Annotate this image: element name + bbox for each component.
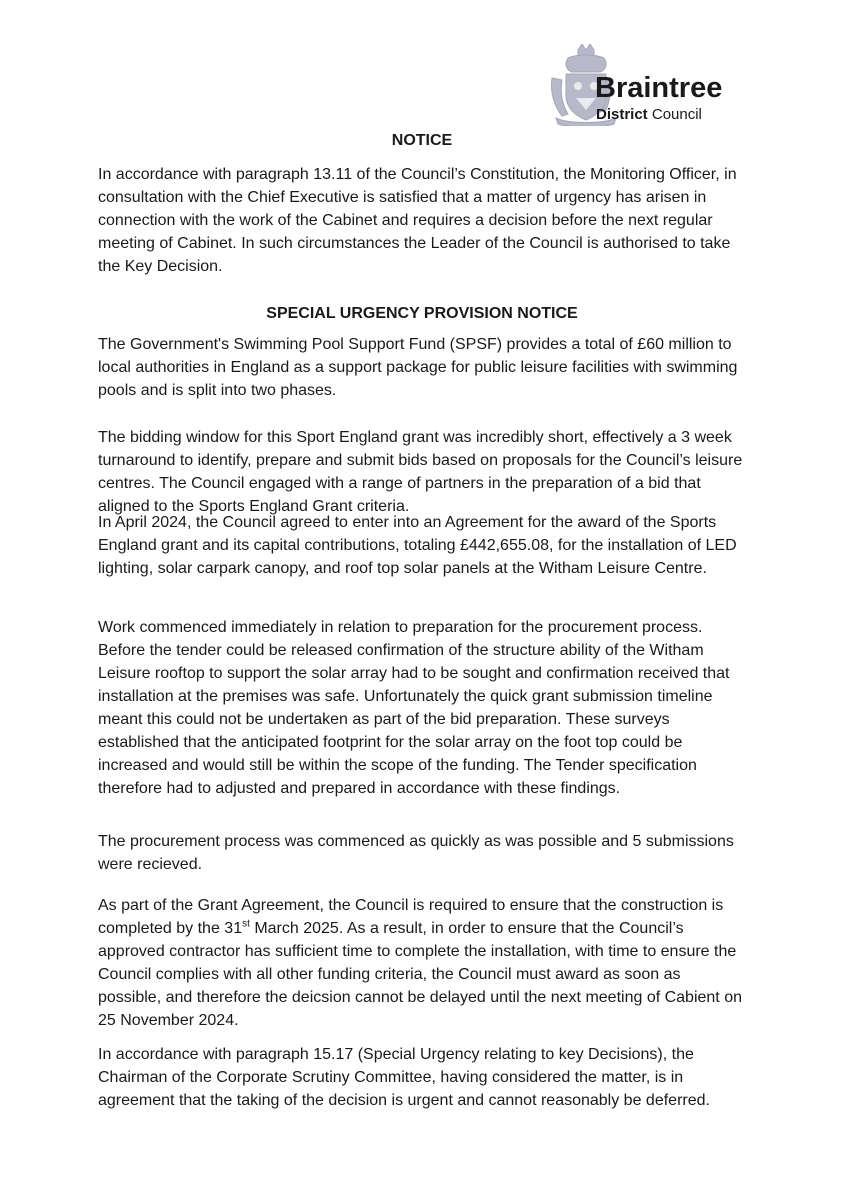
grant-text-before: As part of the Grant Agreement, the Council is required to ensure that the construction is completed by the 31 [98, 897, 724, 937]
paragraph-grant-agreement [98, 894, 748, 1032]
paragraph-agreement: In April 2024, the Council agreed to enter into an Agreement for the award of the Sports England grant and its capital contributions, totaling £442,655.08, for the installation of LED lighting, solar carpark canopy, and roof top solar panels at the Witham Leisure Centre. [98, 514, 737, 577]
council-logo [548, 44, 753, 126]
logo-name-sub-regular: Council [647, 106, 702, 123]
paragraph-bidding-window: The bidding window for this Sport England grant was incredibly short, effectively a 3 week turnaround to identify, prepare and submit bids based on proposals for the Council’s leisure centres. The Council engaged with a range of partners in the preparation of a bid that aligned to the Sports England Grant criteria. [98, 429, 743, 515]
paragraph-procurement-process: The procurement process was commenced as quickly as was possible and 5 submissions were recieved. [98, 833, 734, 873]
logo-name-main: Braintree [595, 72, 723, 104]
grant-text-after: March 2025. As a result, in order to ensure that the Council’s approved contractor has sufficient time to complete the installation, with time to ensure the Council complies with all other funding criteria, the Council must award as soon as possible, and therefore the deicsion cannot be delayed until the next meeting of Cabient on 25 November 2024. [98, 920, 742, 1029]
logo-name-sub-bold: District [596, 106, 648, 123]
ordinal-suffix: st [242, 918, 250, 930]
paragraph-procurement-preparation: Work commenced immediately in relation to preparation for the procurement process. Before the tender could be released confirmation of the structure ability of the Witham Leisure rooftop to support the solar array had to be sought and confirmation received that installation at the premises was safe. Unfortunately the quick grant submission timeline meant this could not be undertaken as part of the bid preparation. These surveys established that the anticipated footprint for the solar array on the foot top could be increased and would still be within the scope of the funding. The Tender specification therefore had to adjusted and prepared in accordance with these findings. [98, 619, 730, 797]
special-urgency-heading: SPECIAL URGENCY PROVISION NOTICE [266, 305, 578, 322]
paragraph-special-urgency: In accordance with paragraph 15.17 (Special Urgency relating to key Decisions), the Chairman of the Corporate Scrutiny Committee, having considered the matter, is in agreement that the taking of the decision is urgent and cannot reasonably be deferred. [98, 1046, 710, 1109]
paragraph-spsf: The Government's Swimming Pool Support Fund (SPSF) provides a total of £60 million to local authorities in England as a support package for public leisure facilities with swimming pools and is split into two phases. [98, 336, 738, 399]
notice-paragraph: In accordance with paragraph 13.11 of the Council’s Constitution, the Monitoring Officer, in consultation with the Chief Executive is satisfied that a matter of urgency has arisen in connection with the work of the Cabinet and requires a decision before the next regular meeting of Cabinet. In such circumstances the Leader of the Council is authorised to take the Key Decision. [98, 166, 737, 275]
notice-heading: NOTICE [391, 132, 453, 149]
logo-name-sub [596, 107, 702, 122]
